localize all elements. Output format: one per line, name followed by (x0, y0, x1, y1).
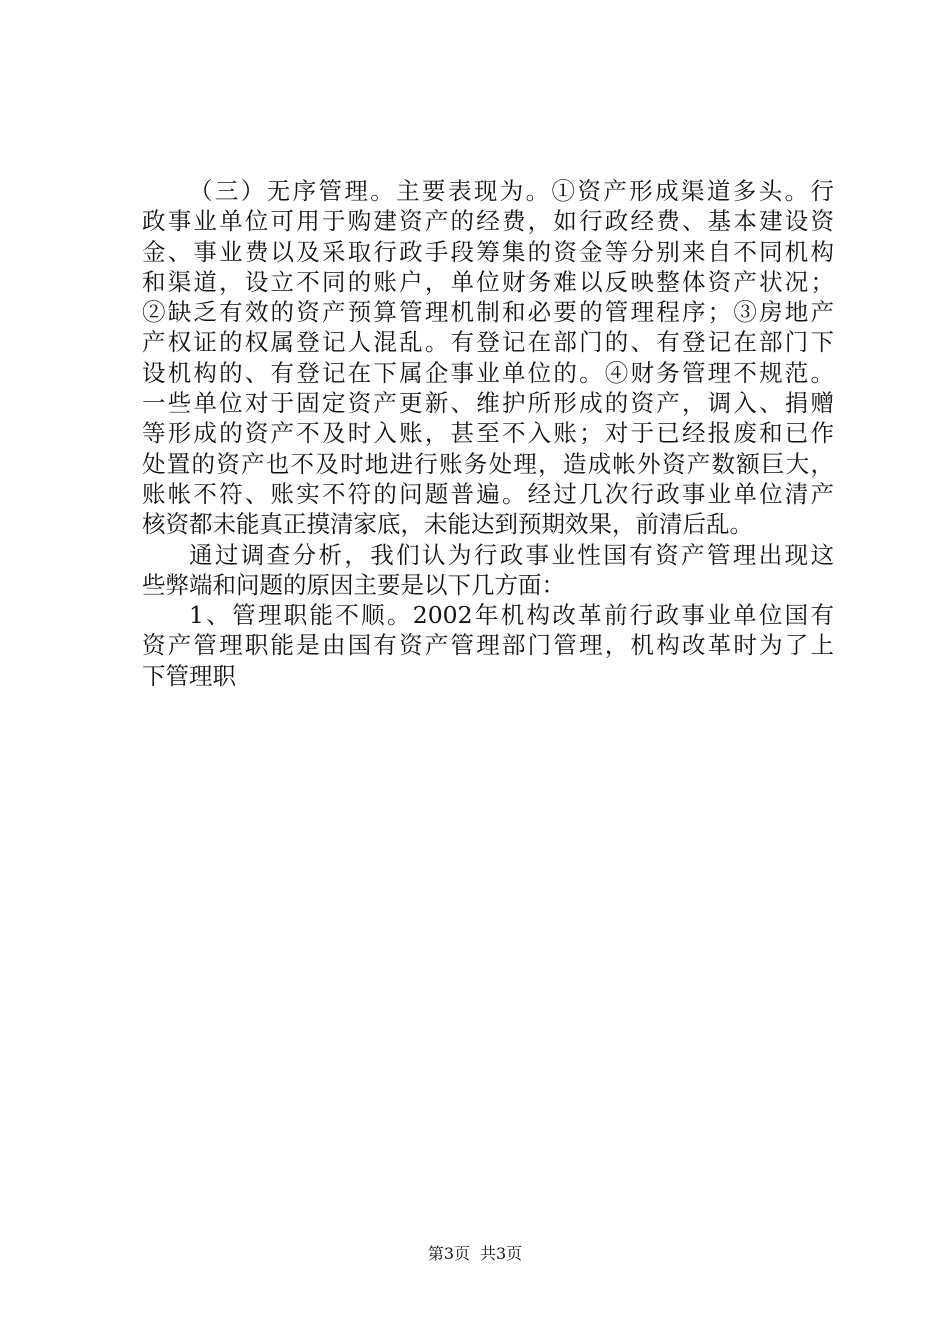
paragraph-line: 一些单位对于固定资产更新、维护所形成的资产，调入、捐赠 (142, 389, 834, 418)
paragraph-line: 通过调查分析，我们认为行政事业性国有资产管理出现这 (189, 540, 834, 569)
paragraph-line: 些弊端和问题的原因主要是以下几方面： (142, 570, 565, 599)
paragraph-reason-one (142, 600, 834, 691)
paragraph-line: 处置的资产也不及时地进行账务处理，造成帐外资产数额巨大， (142, 449, 834, 478)
paragraph-line: ②缺乏有效的资产预算管理机制和必要的管理程序；③房地产 (142, 298, 834, 327)
page-total: 共3页 (480, 1244, 523, 1263)
page-number: 第3页 (427, 1244, 470, 1263)
paragraph-line: 下管理职 (142, 661, 236, 690)
paragraph-asset-disorder (142, 176, 834, 540)
paragraph-line: 金、事业费以及采取行政手段筹集的资金等分别来自不同机构 (142, 237, 834, 266)
paragraph-line: 政事业单位可用于购建资产的经费，如行政经费、基本建设资 (142, 207, 834, 236)
paragraph-analysis-intro (142, 540, 834, 601)
paragraph-line: 账帐不符、账实不符的问题普遍。经过几次行政事业单位清产 (142, 479, 834, 508)
paragraph-line: 1、管理职能不顺。2002年机构改革前行政事业单位国有 (189, 601, 834, 630)
paragraph-line: （三）无序管理。主要表现为。①资产形成渠道多头。行 (189, 177, 834, 205)
document-body (142, 176, 834, 691)
paragraph-line: 核资都未能真正摸清家底，未能达到预期效果，前清后乱。 (142, 510, 753, 539)
paragraph-line: 产权证的权属登记人混乱。有登记在部门的、有登记在部门下 (142, 328, 834, 357)
paragraph-line: 和渠道，设立不同的账户，单位财务难以反映整体资产状况； (142, 267, 834, 296)
paragraph-line: 等形成的资产不及时入账，甚至不入账；对于已经报废和已作 (142, 419, 834, 448)
paragraph-line: 设机构的、有登记在下属企事业单位的。④财务管理不规范。 (142, 358, 834, 387)
paragraph-line: 资产管理职能是由国有资产管理部门管理，机构改革时为了上 (142, 631, 834, 660)
page-footer (0, 1244, 950, 1264)
